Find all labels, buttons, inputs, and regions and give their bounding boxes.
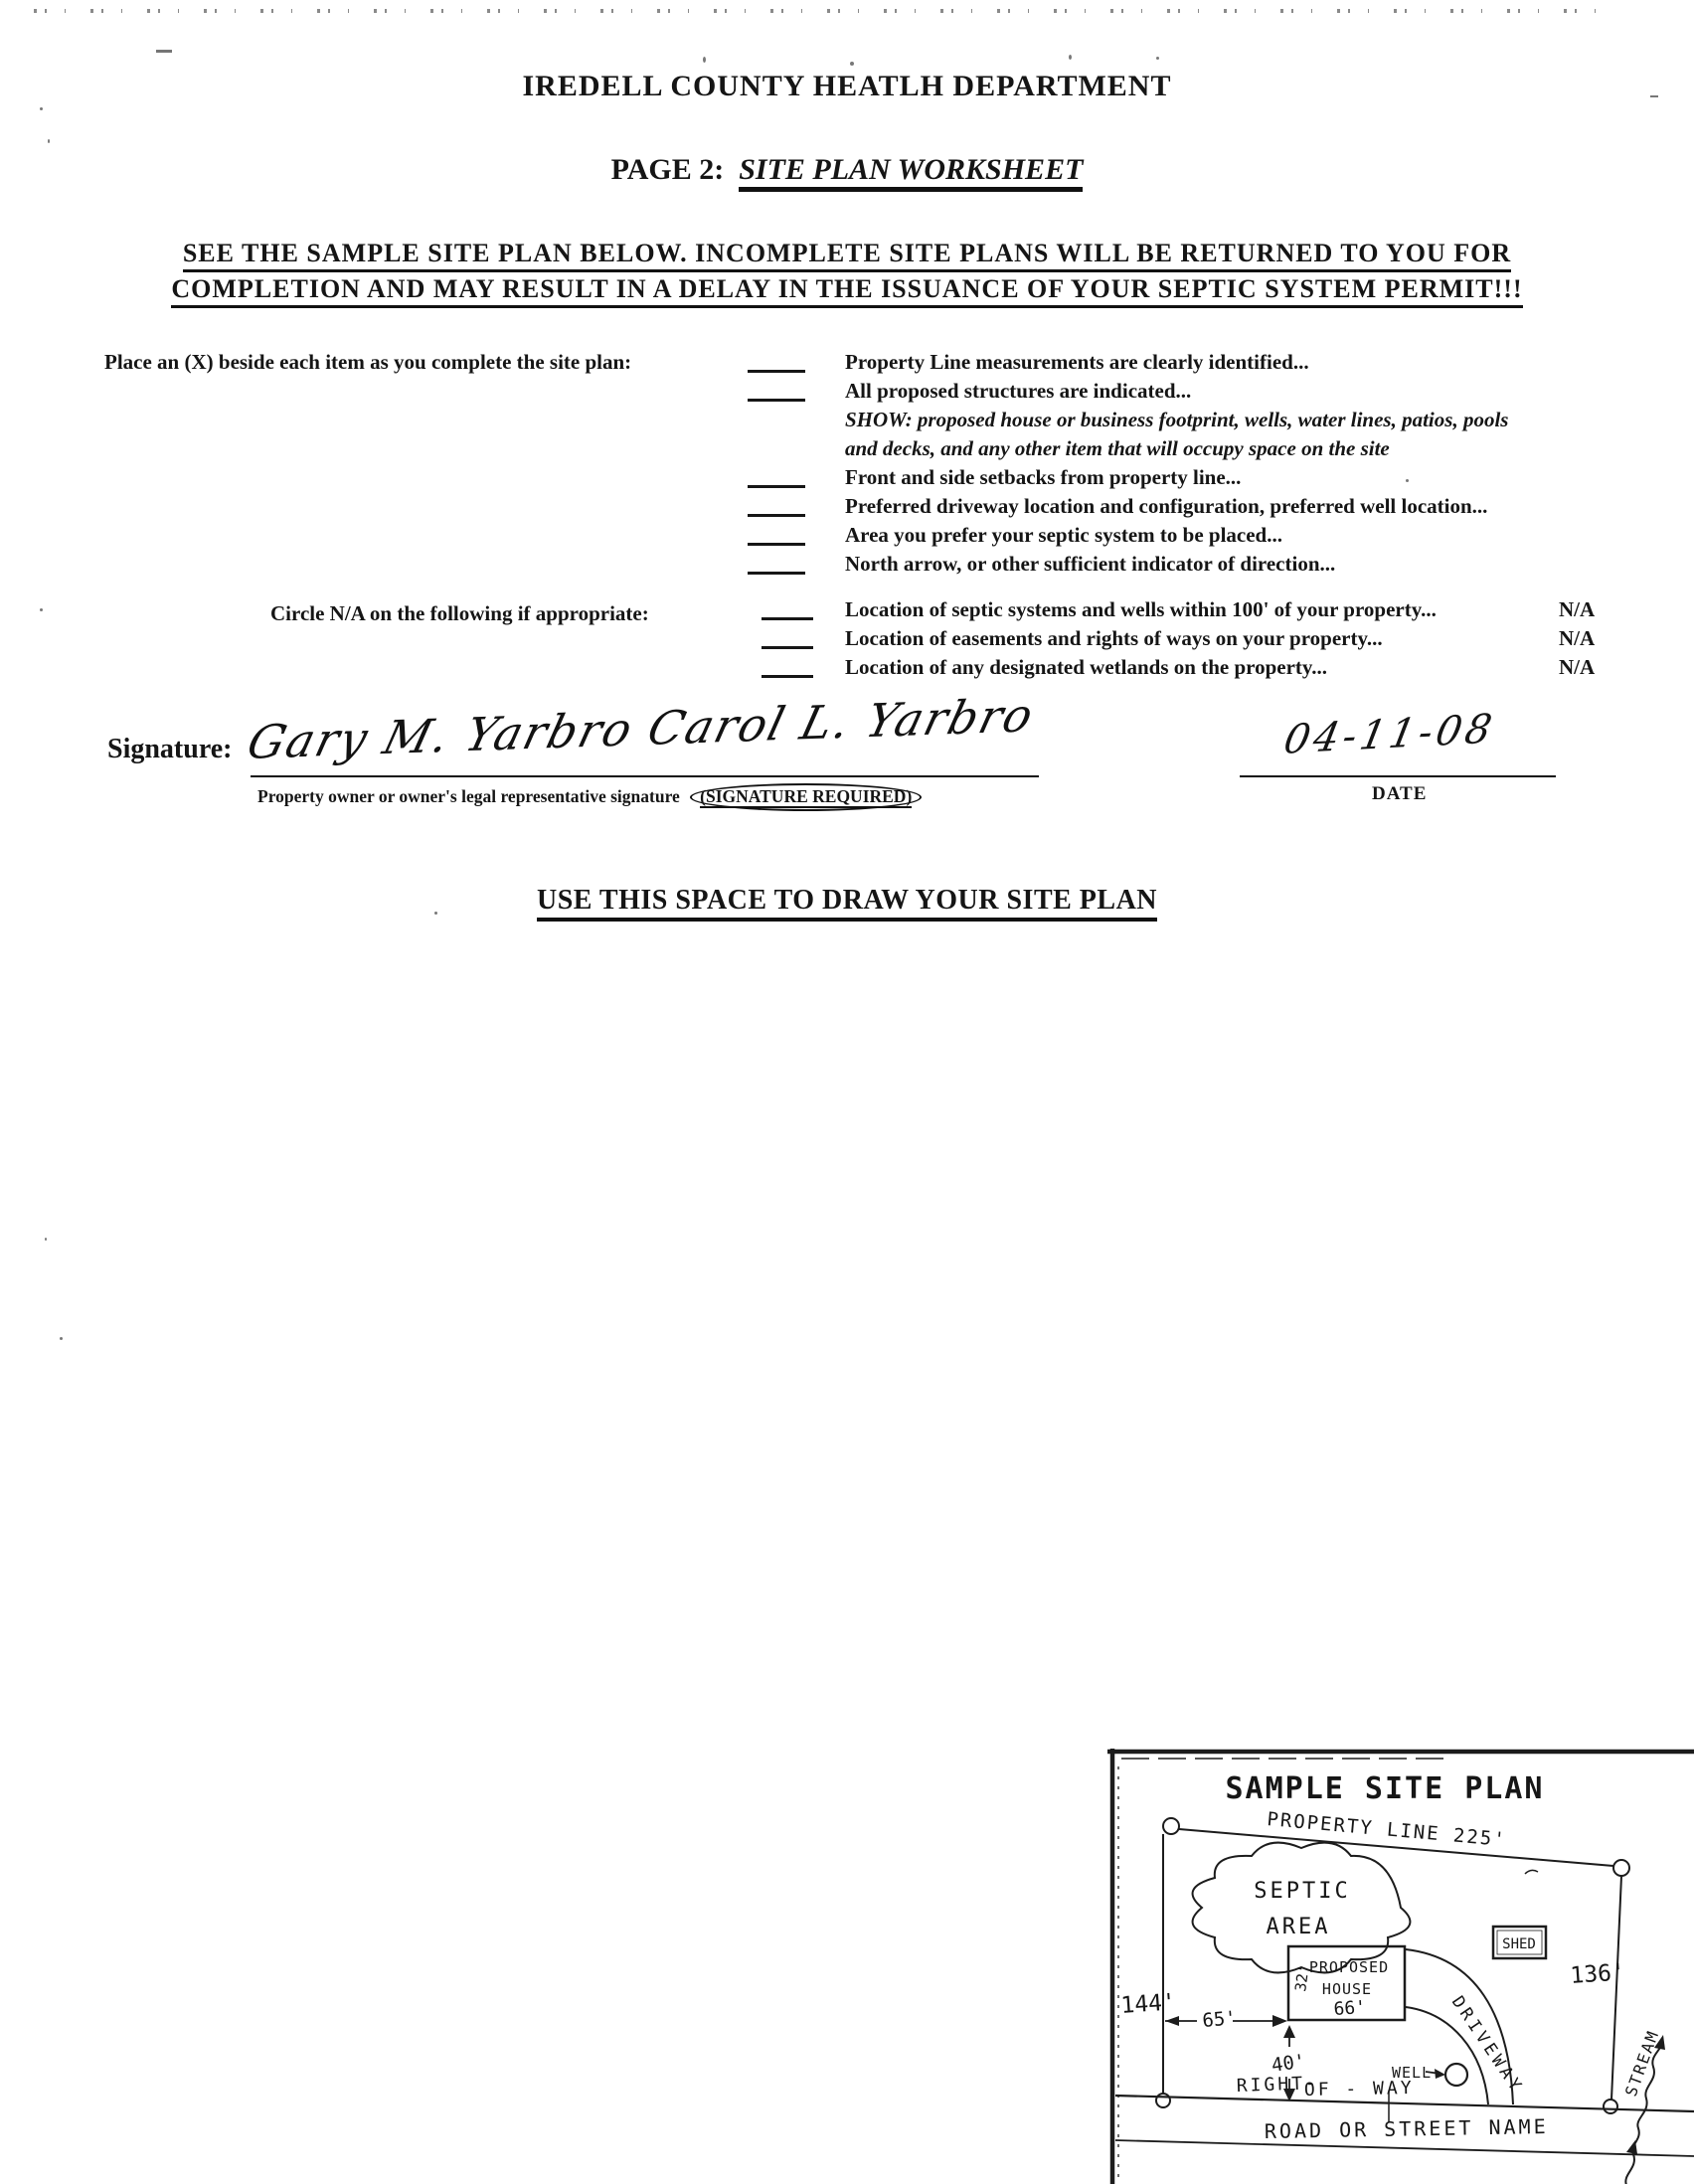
checklist-row bbox=[0, 552, 1694, 581]
checkbox-blank-line bbox=[748, 498, 805, 517]
checklist-item-text: Property Line measurements are clearly identified... bbox=[845, 350, 1309, 374]
signature-required-text: (SIGNATURE REQUIRED) bbox=[700, 786, 913, 806]
checklist-row bbox=[0, 465, 1694, 494]
checklist-item-text: North arrow, or other sufficient indicator of direction... bbox=[845, 552, 1336, 576]
driveway-label: DRIVEWAY bbox=[1446, 1992, 1528, 2099]
scan-speck bbox=[850, 62, 854, 66]
checklist-row bbox=[0, 408, 1694, 436]
na-option: N/A bbox=[1559, 597, 1596, 621]
checkbox-blank-line bbox=[748, 383, 805, 402]
signature-caption bbox=[257, 783, 922, 811]
front-setback-label: 65' bbox=[1201, 2007, 1238, 2032]
signature-caption-text: Property owner or owner's legal representative signature bbox=[257, 786, 680, 806]
arrowhead-right bbox=[1272, 2015, 1287, 2027]
house-width-label: 66' bbox=[1332, 1996, 1367, 2020]
property-corner-marker bbox=[1163, 1818, 1179, 1834]
property-line-label: PROPERTY LINE 225' bbox=[1266, 1808, 1508, 1852]
property-line-right bbox=[1611, 1876, 1621, 2100]
page-number-label: PAGE 2: bbox=[610, 153, 725, 186]
checklist-instruction: Place an (X) beside each item as you complete the site plan: bbox=[104, 350, 632, 374]
signature-required-oval bbox=[690, 783, 922, 811]
road-edge-line bbox=[1115, 2140, 1694, 2156]
date-line bbox=[1240, 775, 1556, 777]
checklist-item-text: Front and side setbacks from property line... bbox=[845, 465, 1242, 489]
plan-title: SAMPLE SITE PLAN bbox=[1225, 1771, 1545, 1806]
na-item-text: Location of septic systems and wells within 100' of your property... bbox=[845, 597, 1437, 621]
scan-noise-strip bbox=[34, 9, 1614, 13]
handwritten-date: 04-11-08 bbox=[1279, 706, 1500, 763]
checkbox-blank-line bbox=[748, 556, 805, 575]
checklist-item-text: All proposed structures are indicated... bbox=[845, 379, 1192, 403]
house-depth-label: 32' bbox=[1291, 1963, 1313, 1993]
worksheet-title: SITE PLAN WORKSHEET bbox=[739, 153, 1083, 192]
well-circle bbox=[1445, 2064, 1467, 2086]
sample-site-plan-sketch bbox=[1107, 1747, 1694, 2184]
warning-banner bbox=[0, 237, 1694, 308]
signature-line bbox=[251, 775, 1039, 777]
house-label-1: PROPOSED bbox=[1308, 1958, 1390, 1976]
checkbox-blank-line bbox=[762, 659, 813, 678]
left-dimension-label: 144' bbox=[1119, 1989, 1177, 2019]
na-option: N/A bbox=[1559, 655, 1596, 679]
na-row bbox=[0, 626, 1694, 655]
stream-label: STREAM bbox=[1620, 2027, 1663, 2100]
scan-speck bbox=[703, 57, 706, 63]
checklist-row bbox=[0, 350, 1694, 379]
well-label: WELL bbox=[1392, 2064, 1433, 2082]
right-of-way-label-right: OF - WAY bbox=[1303, 2078, 1415, 2100]
checklist-row bbox=[0, 523, 1694, 552]
na-row bbox=[0, 655, 1694, 684]
checkbox-blank-line bbox=[748, 354, 805, 373]
house-label-2: HOUSE bbox=[1321, 1980, 1373, 1998]
na-row bbox=[0, 597, 1694, 626]
checkbox-blank-line bbox=[748, 527, 805, 546]
property-corner-marker bbox=[1613, 1860, 1629, 1876]
page-title: IREDELL COUNTY HEATLH DEPARTMENT bbox=[522, 70, 1172, 102]
warning-line-1: SEE THE SAMPLE SITE PLAN BELOW. INCOMPLETE SITE PLANS WILL BE RETURNED TO YOU FOR bbox=[183, 237, 1511, 272]
checklist-item-text: Preferred driveway location and configuration, preferred well location... bbox=[845, 494, 1488, 518]
scan-speck bbox=[1069, 55, 1072, 60]
checkbox-blank-line bbox=[762, 601, 813, 620]
road-name-label: ROAD OR STREET NAME bbox=[1264, 2114, 1549, 2143]
scan-speck bbox=[45, 1238, 47, 1241]
na-instruction: Circle N/A on the following if appropriate: bbox=[270, 601, 649, 625]
right-dimension-label: 136' bbox=[1569, 1959, 1626, 1989]
scan-speck bbox=[60, 1337, 63, 1340]
septic-area-label-2: AREA bbox=[1266, 1915, 1331, 1939]
na-item-text: Location of easements and rights of ways on your property... bbox=[845, 626, 1383, 650]
arrowhead-up bbox=[1283, 2025, 1295, 2038]
septic-area-cloud bbox=[1193, 1843, 1411, 1973]
right-of-way-label-left: RIGHT- bbox=[1236, 2073, 1320, 2097]
checklist-item-text: Area you prefer your septic system to be placed... bbox=[845, 523, 1282, 547]
checkbox-blank-line bbox=[748, 469, 805, 488]
scan-speck bbox=[48, 139, 50, 143]
na-item-text: Location of any designated wetlands on the property... bbox=[845, 655, 1327, 679]
scan-speck bbox=[1156, 57, 1159, 60]
property-corner-marker bbox=[1604, 2100, 1617, 2113]
draw-area-heading: USE THIS SPACE TO DRAW YOUR SITE PLAN bbox=[0, 885, 1694, 922]
checklist-row bbox=[0, 494, 1694, 523]
row-setback-label: 40' bbox=[1270, 2050, 1307, 2077]
na-option: N/A bbox=[1559, 626, 1596, 650]
handwritten-signature: Gary M. Yarbro Carol L. Yarbro bbox=[242, 687, 1041, 770]
arrowhead-well bbox=[1435, 2069, 1445, 2079]
warning-line-2: COMPLETION AND MAY RESULT IN A DELAY IN THE ISSUANCE OF YOUR SEPTIC SYSTEM PERMIT!!! bbox=[171, 272, 1522, 308]
stray-pen-mark bbox=[1525, 1870, 1538, 1874]
checkbox-blank-line bbox=[762, 630, 813, 649]
checklist-item-note: SHOW: proposed house or business footprint, wells, water lines, patios, pools bbox=[845, 408, 1509, 431]
checklist-row bbox=[0, 436, 1694, 465]
arrowhead-left bbox=[1165, 2016, 1179, 2026]
checklist-item-note: and decks, and any other item that will occupy space on the site bbox=[845, 436, 1390, 460]
checklist-row bbox=[0, 379, 1694, 408]
signature-label: Signature: bbox=[107, 734, 233, 764]
scan-speck bbox=[40, 107, 43, 110]
scan-noise-mark bbox=[156, 50, 172, 53]
septic-area-label-1: SEPTIC bbox=[1254, 1879, 1351, 1904]
shed-label: SHED bbox=[1502, 1936, 1536, 1952]
page-subtitle bbox=[0, 153, 1694, 187]
date-label: DATE bbox=[1372, 783, 1428, 804]
